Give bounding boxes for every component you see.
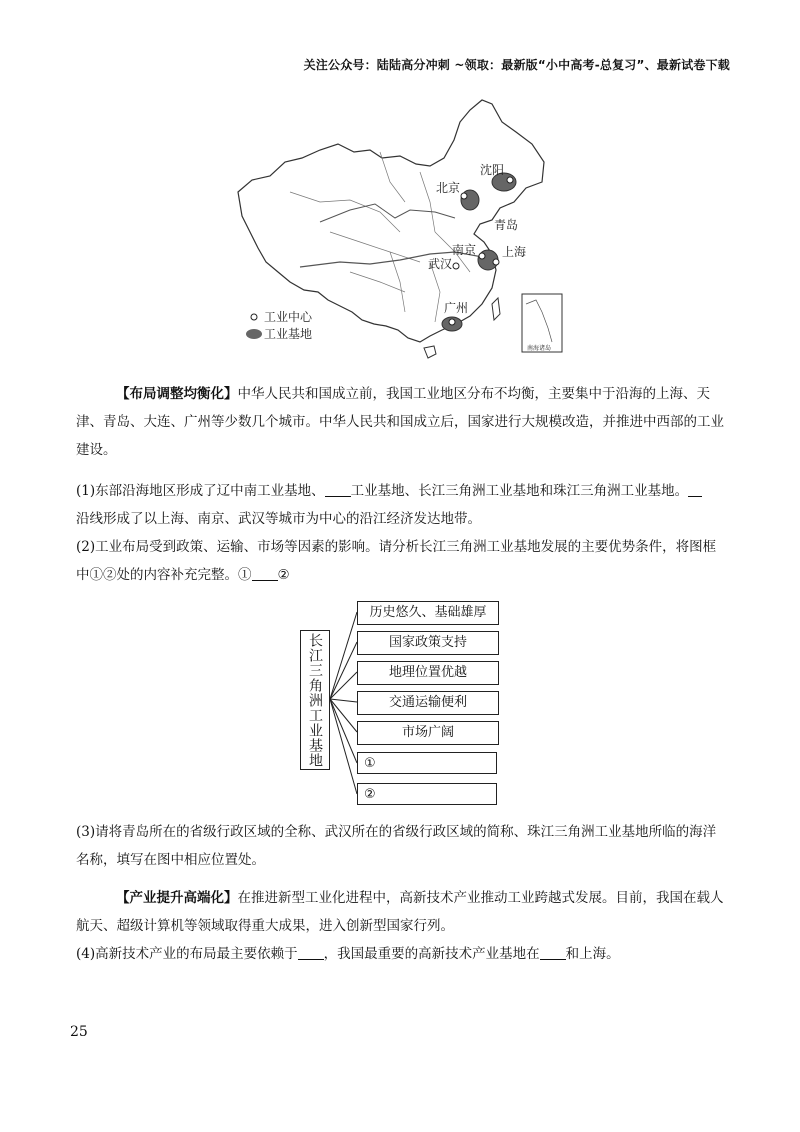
label-guangzhou: 广州: [444, 301, 469, 315]
taiwan-island: [492, 298, 500, 320]
diagram-answer-box-2[interactable]: ②: [357, 783, 497, 805]
section-body: 在推进新型工业化进程中，高新技术产业推动工业跨越式发展。目前，我国在载人航天、超级计算机等领域取得重大成果，进入创新型国家行列。: [76, 890, 724, 934]
diagram-item-policy: 国家政策支持: [357, 631, 499, 655]
diagram-item-market: 市场广阔: [357, 721, 499, 745]
map-svg: [230, 92, 570, 367]
question-2: (2)工业布局受到政策、运输、市场等因素的影响。请分析长江三角洲工业基地发展的主要优势条件，将图框中①②处的内容补充完整。① ②: [76, 539, 717, 583]
diagram-item-location: 地理位置优越: [357, 661, 499, 685]
answer-blank-1[interactable]: [325, 482, 351, 497]
center-shenyang: [507, 177, 513, 183]
question-4: (4)高新技术产业的布局最主要依赖于 ，我国最重要的高新技术产业基地在 和上海。: [76, 946, 620, 962]
answer-blank-3[interactable]: [252, 566, 278, 581]
china-industry-map: [230, 92, 570, 367]
question-1: (1)东部沿海地区形成了辽中南工业基地、 工业基地、长江三角洲工业基地和珠江三角洲工业基地。 沿线形成了以上海、南京、武汉等城市为中心的沿江经济发达地带。: [76, 477, 726, 533]
section-body: 中华人民共和国成立前，我国工业地区分布不均衡，主要集中于沿海的上海、天津、青岛、大连、广州等少数几个城市。中华人民共和国成立后，国家进行大规模改造，并推进中西部的工业建设。: [76, 386, 724, 458]
diagram-item-history: 历史悠久、基础雄厚: [357, 601, 499, 625]
inset-label: 南海诸岛: [527, 345, 552, 352]
section-tag: 【产业提升高端化】: [116, 890, 238, 906]
question-3: (3)请将青岛所在的省级行政区域的全称、武汉所在的省级行政区域的简称、珠江三角洲工业基地所临的海洋名称，填写在图中相应位置处。: [76, 824, 717, 868]
legend-center-label: 工业中心: [264, 310, 313, 324]
label-qingdao: 青岛: [494, 218, 519, 232]
south-china-sea-inset: [522, 294, 562, 352]
legend-base-label: 工业基地: [264, 327, 313, 341]
advantage-diagram: [300, 598, 500, 810]
answer-blank-4[interactable]: [298, 945, 324, 960]
section-layout-balance: [76, 380, 726, 464]
label-shanghai: 上海: [502, 245, 527, 259]
center-shanghai: [493, 259, 499, 265]
section-industry-upgrade: [76, 884, 726, 940]
center-beijing: [461, 193, 467, 199]
section-tag: 【布局调整均衡化】: [116, 386, 238, 402]
label-nanjing: 南京: [452, 243, 477, 257]
diagram-answer-box-1[interactable]: ①: [357, 752, 497, 774]
legend-center-icon: [251, 314, 257, 320]
label-wuhan: 武汉: [428, 257, 453, 271]
center-nanjing: [479, 253, 485, 259]
label-beijing: 北京: [436, 181, 461, 195]
center-wuhan: [453, 263, 459, 269]
page-number: 25: [70, 1024, 88, 1040]
answer-blank-5[interactable]: [540, 945, 566, 960]
hainan-island: [424, 346, 436, 358]
label-shenyang: 沈阳: [480, 163, 505, 177]
page-header: 关注公众号：陆陆高分冲刺 ~领取：最新版“小中高考-总复习”、最新试卷下载: [303, 58, 730, 72]
diagram-main-label: 长江三角洲工业基地: [300, 630, 330, 770]
diagram-item-transport: 交通运输便利: [357, 691, 499, 715]
legend-base-icon: [246, 329, 262, 339]
center-guangzhou: [449, 319, 455, 325]
answer-blank-2[interactable]: [688, 482, 702, 497]
